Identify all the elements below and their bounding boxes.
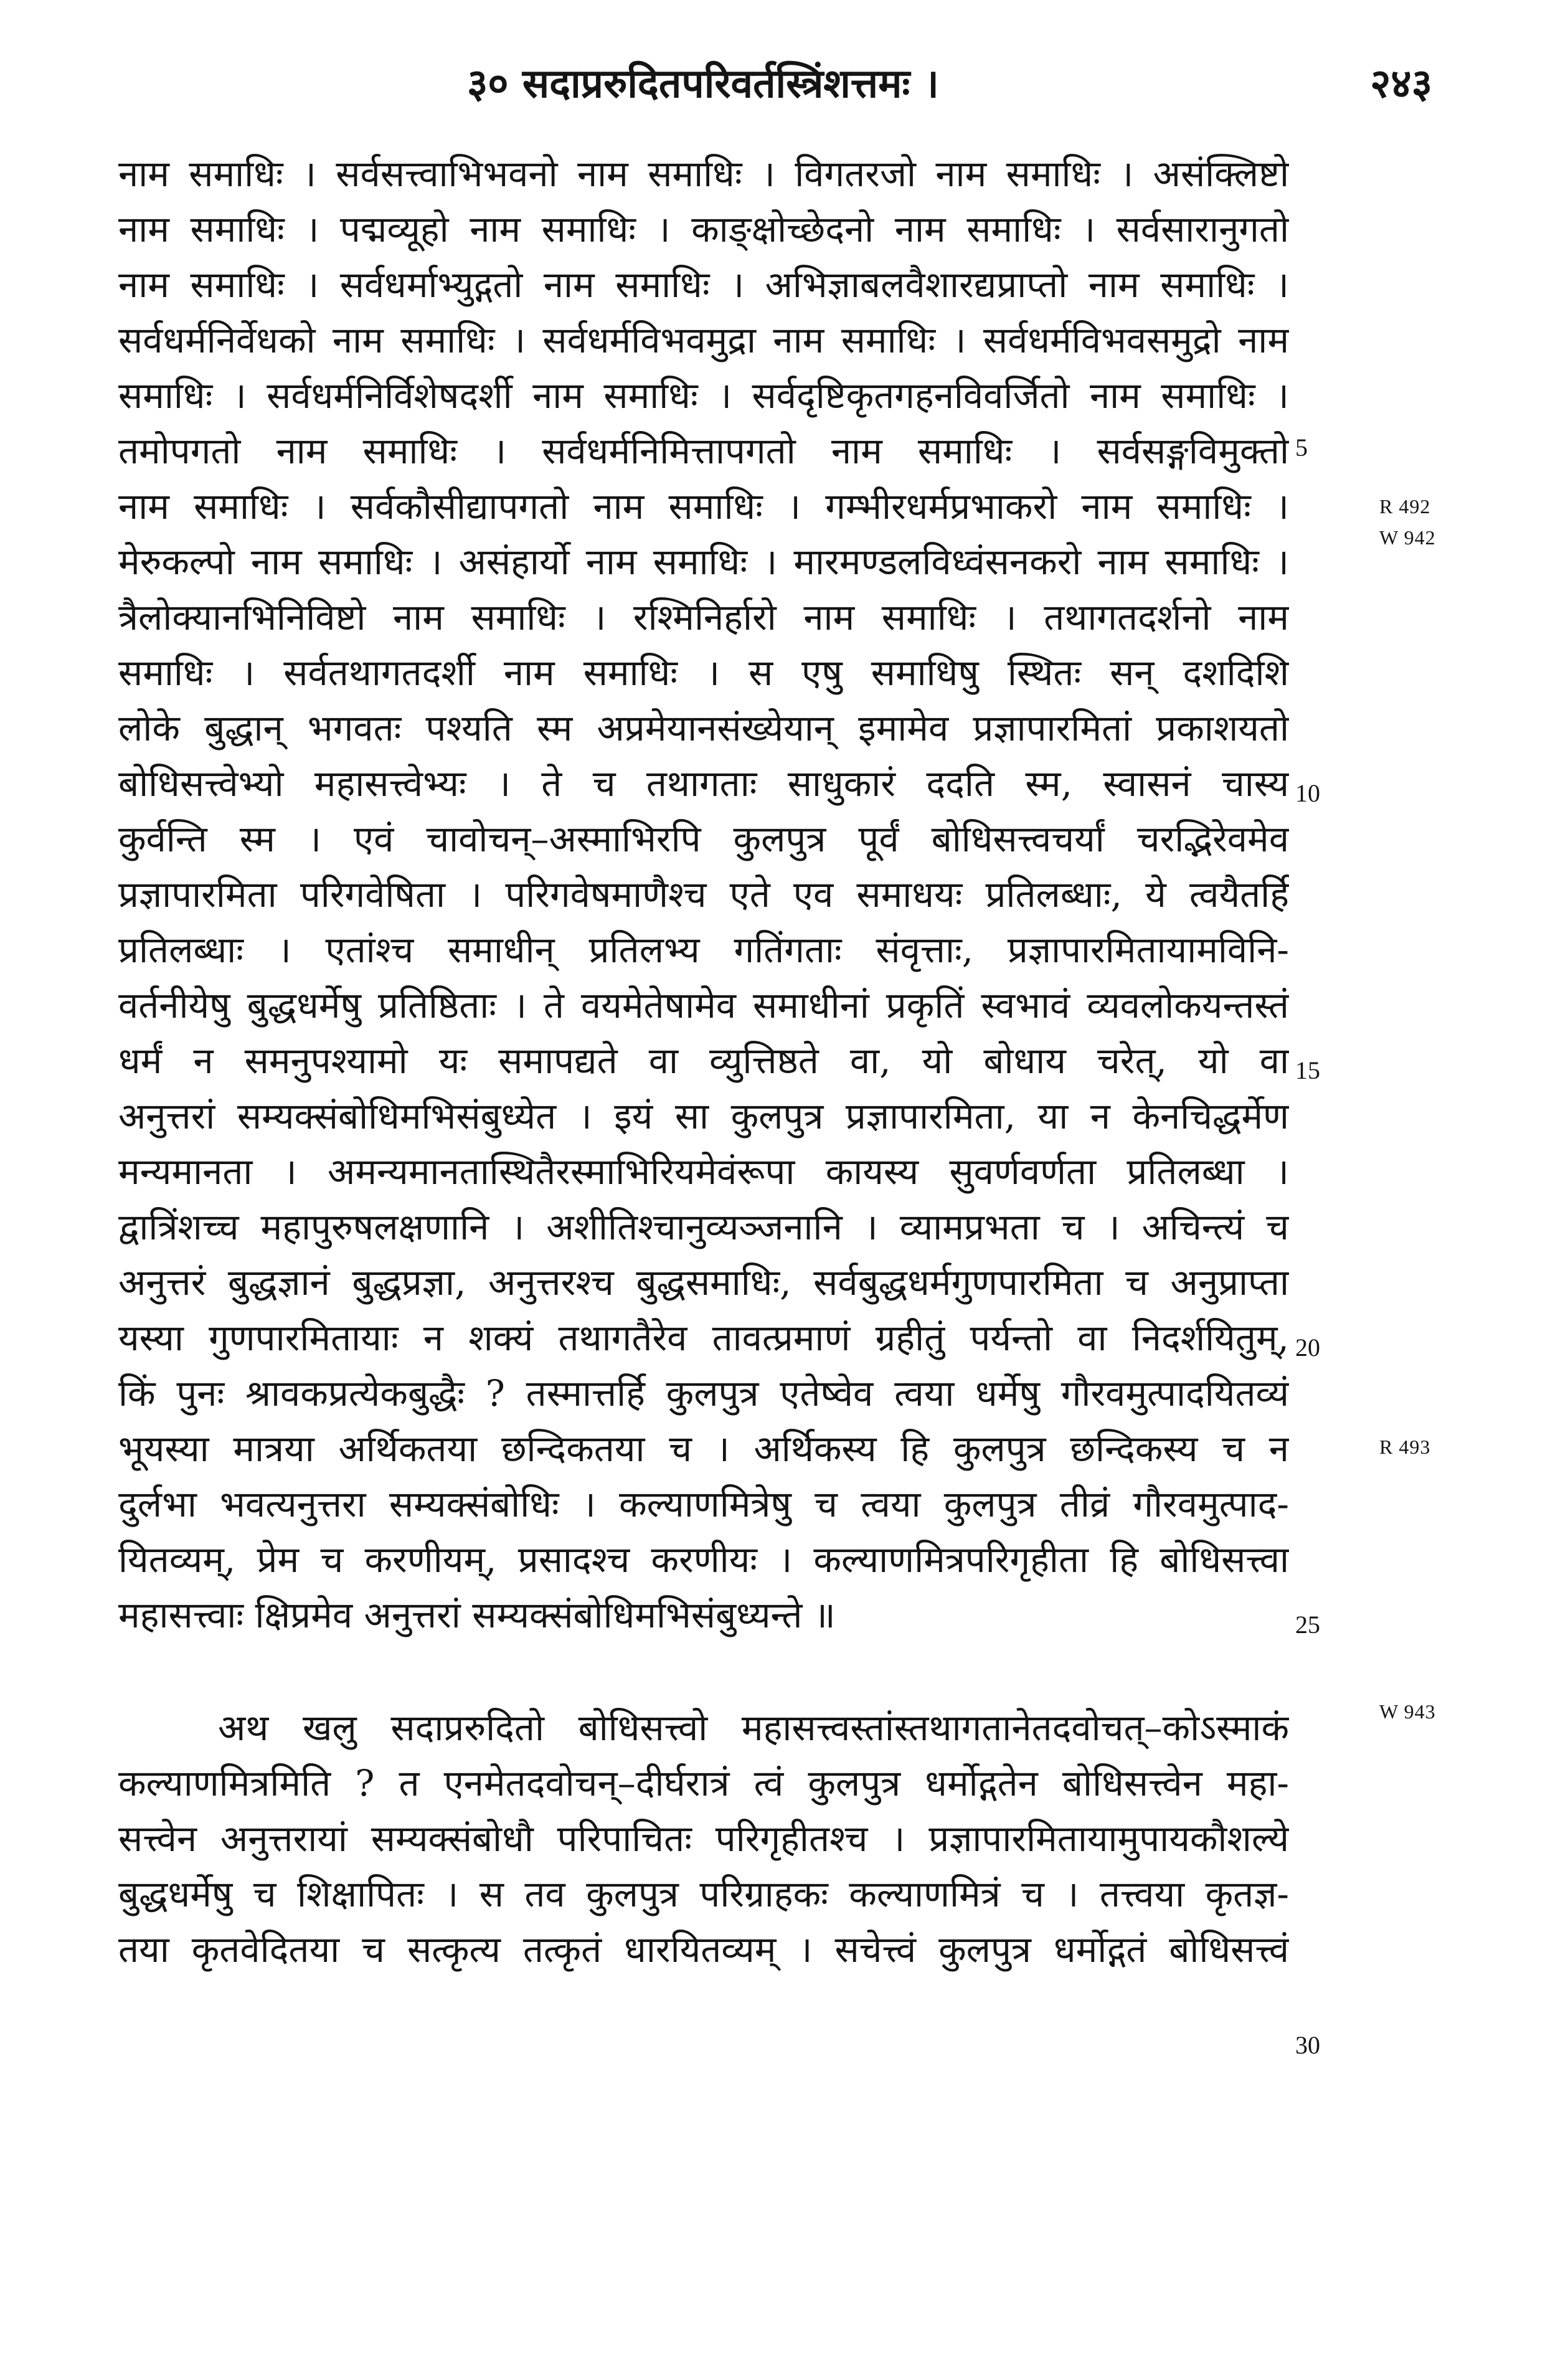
text-line: लोके बुद्धान् भगवतः पश्यति स्म अप्रमेयानसंख्येयान् इमामेव प्रज्ञापारमितां प्रकाशयतो	[118, 707, 1289, 749]
chapter-title: ३० सदाप्ररुदितपरिवर्तस्त्रिंशत्तमः ।	[467, 60, 939, 107]
text-line: अनुत्तरां सम्यक्संबोधिमभिसंबुध्येत । इयं सा कुलपुत्र प्रज्ञापारमिता, या न केनचिद्धर्मेण	[118, 1095, 1289, 1137]
text-line: भूयस्या मात्रया अर्थिकतया छन्दिकतया च । अर्थिकस्य हि कुलपुत्र छन्दिकस्य च न	[118, 1428, 1289, 1470]
line-number: 15	[1295, 1056, 1320, 1084]
text-line: सत्त्वेन अनुत्तरायां सम्यक्संबोधौ परिपाचितः परिगृहीतश्च । प्रज्ञापारमितायामुपायकौशल्ये	[118, 1817, 1289, 1860]
paragraph-gap	[118, 1643, 1301, 1700]
text-line: त्रैलोक्यानभिनिविष्टो नाम समाधिः । रश्मिनिर्हारो नाम समाधिः । तथागतदर्शनो नाम	[118, 596, 1289, 638]
text-line: प्रज्ञापारमिता परिगवेषिता । परिगवेषमाणैश्च एते एव समाधयः प्रतिलब्धाः, ये त्वयैतर्हि	[118, 873, 1289, 916]
text-line: धर्मं न समनुपश्यामो यः समापद्यते वा व्युत्तिष्ठते वा, यो बोधाय चरेत्, यो वा	[118, 1040, 1289, 1082]
text-line: नाम समाधिः । पद्मव्यूहो नाम समाधिः । काङ्क्षोच्छेदनो नाम समाधिः । सर्वसारानुगतो	[118, 208, 1289, 250]
text-line: प्रतिलब्धाः । एतांश्च समाधीन् प्रतिलभ्य गतिंगताः संवृत्ताः, प्रज्ञापारमितायामविनि-	[118, 929, 1289, 971]
text-line: मन्यमानता । अमन्यमानतास्थितैरस्माभिरियमेवंरूपा कायस्य सुवर्णवर्णता प्रतिलब्धा ।	[118, 1150, 1289, 1193]
line-number: 10	[1295, 779, 1320, 807]
edition-reference: W 942	[1379, 526, 1436, 549]
text-line: तया कृतवेदितया च सत्कृत्य तत्कृतं धारयितव्यम् । सचेत्त्वं कुलपुत्र धर्मोद्गतं बोधिसत्त्वं	[118, 1928, 1289, 1971]
line-number: 20	[1295, 1333, 1320, 1362]
text-line: किं पुनः श्रावकप्रत्येकबुद्धैः ? तस्मात्तर्हि कुलपुत्र एतेष्वेव त्वया धर्मेषु गौरवमुत्पादयितव्यं	[118, 1372, 1289, 1414]
text-line: कुर्वन्ति स्म । एवं चावोचन्–अस्माभिरपि कुलपुत्र पूर्वं बोधिसत्त्वचर्यां चरद्भिरेवमेव	[118, 818, 1289, 860]
text-line: समाधिः । सर्वतथागतदर्शी नाम समाधिः । स एषु समाधिषु स्थितः सन् दशदिशि	[118, 651, 1289, 694]
text-line: अनुत्तरं बुद्धज्ञानं बुद्धप्रज्ञा, अनुत्तरश्च बुद्धसमाधिः, सर्वबुद्धधर्मगुणपारमिता च अनुप्राप्ता	[118, 1261, 1289, 1304]
text-line: द्वात्रिंशच्च महापुरुषलक्षणानि । अशीतिश्चानुव्यञ्जनानि । व्यामप्रभता च । अचिन्त्यं च	[118, 1206, 1289, 1248]
text-line: वर्तनीयेषु बुद्धधर्मेषु प्रतिष्ठिताः । ते वयमेतेषामेव समाधीनां प्रकृतिं स्वभावं व्यवलोकयन्तस्तं	[118, 984, 1289, 1026]
line-number: 5	[1295, 433, 1308, 462]
line-number: 25	[1295, 1611, 1320, 1639]
text-line: नाम समाधिः । सर्वसत्त्वाभिभवनो नाम समाधिः । विगतरजो नाम समाधिः । असंक्लिष्टो	[118, 153, 1289, 195]
page-number: २४३	[1370, 60, 1432, 107]
text-line: सर्वधर्मनिर्वेधको नाम समाधिः । सर्वधर्मविभवमुद्रा नाम समाधिः । सर्वधर्मविभवसमुद्रो नाम	[118, 319, 1289, 361]
text-line: नाम समाधिः । सर्वकौसीद्यापगतो नाम समाधिः । गम्भीरधर्मप्रभाकरो नाम समाधिः ।	[118, 485, 1289, 528]
edition-reference: R 493	[1379, 1436, 1431, 1458]
text-line: नाम समाधिः । सर्वधर्माभ्युद्गतो नाम समाधिः । अभिज्ञाबलवैशारद्यप्राप्तो नाम समाधिः ।	[118, 263, 1289, 306]
text-line: महासत्त्वाः क्षिप्रमेव अनुत्तरां सम्यक्संबोधिमभिसंबुध्यन्ते ॥	[118, 1594, 836, 1636]
text-line: समाधिः । सर्वधर्मनिर्विशेषदर्शी नाम समाधिः । सर्वदृष्टिकृतगहनविवर्जितो नाम समाधिः ।	[118, 374, 1289, 417]
text-line: मेरुकल्पो नाम समाधिः । असंहार्यो नाम समाधिः । मारमण्डलविध्वंसनकरो नाम समाधिः ।	[118, 541, 1289, 583]
page-body	[118, 146, 1301, 1978]
line-number: 30	[1295, 2031, 1320, 2059]
text-line: तमोपगतो नाम समाधिः । सर्वधर्मनिमित्तापगतो नाम समाधिः । सर्वसङ्गविमुक्तो	[118, 430, 1289, 472]
text-line: बुद्धधर्मेषु च शिक्षापितः । स तव कुलपुत्र परिग्राहकः कल्याणमित्रं च । तत्त्वया कृतज्ञ-	[118, 1873, 1289, 1915]
text-line: कल्याणमित्रमिति ? त एनमेतदवोचन्–दीर्घरात्रं त्वं कुलपुत्र धर्मोद्गतेन बोधिसत्त्वेन महा-	[118, 1762, 1289, 1804]
text-line: अथ खलु सदाप्ररुदितो बोधिसत्त्वो महासत्त्वस्तांस्तथागतानेतदवोचत्–कोऽस्माकं	[218, 1707, 1289, 1749]
page-header	[118, 55, 1432, 123]
text-line: बोधिसत्त्वेभ्यो महासत्त्वेभ्यः । ते च तथागताः साधुकारं ददति स्म, स्वासनं चास्य	[118, 762, 1289, 805]
text-line: यस्या गुणपारमितायाः न शक्यं तथागतैरेव तावत्प्रमाणं ग्रहीतुं पर्यन्तो वा निदर्शयितुम्,	[118, 1317, 1289, 1359]
text-line: यितव्यम्, प्रेम च करणीयम्, प्रसादश्च करणीयः । कल्याणमित्रपरिगृहीता हि बोधिसत्त्वा	[118, 1538, 1289, 1581]
edition-reference: W 943	[1379, 1700, 1436, 1723]
text-line: दुर्लभा भवत्यनुत्तरा सम्यक्संबोधिः । कल्याणमित्रेषु च त्वया कुलपुत्र तीव्रं गौरवमुत्पाद-	[118, 1483, 1289, 1525]
edition-reference: R 492	[1379, 495, 1431, 518]
